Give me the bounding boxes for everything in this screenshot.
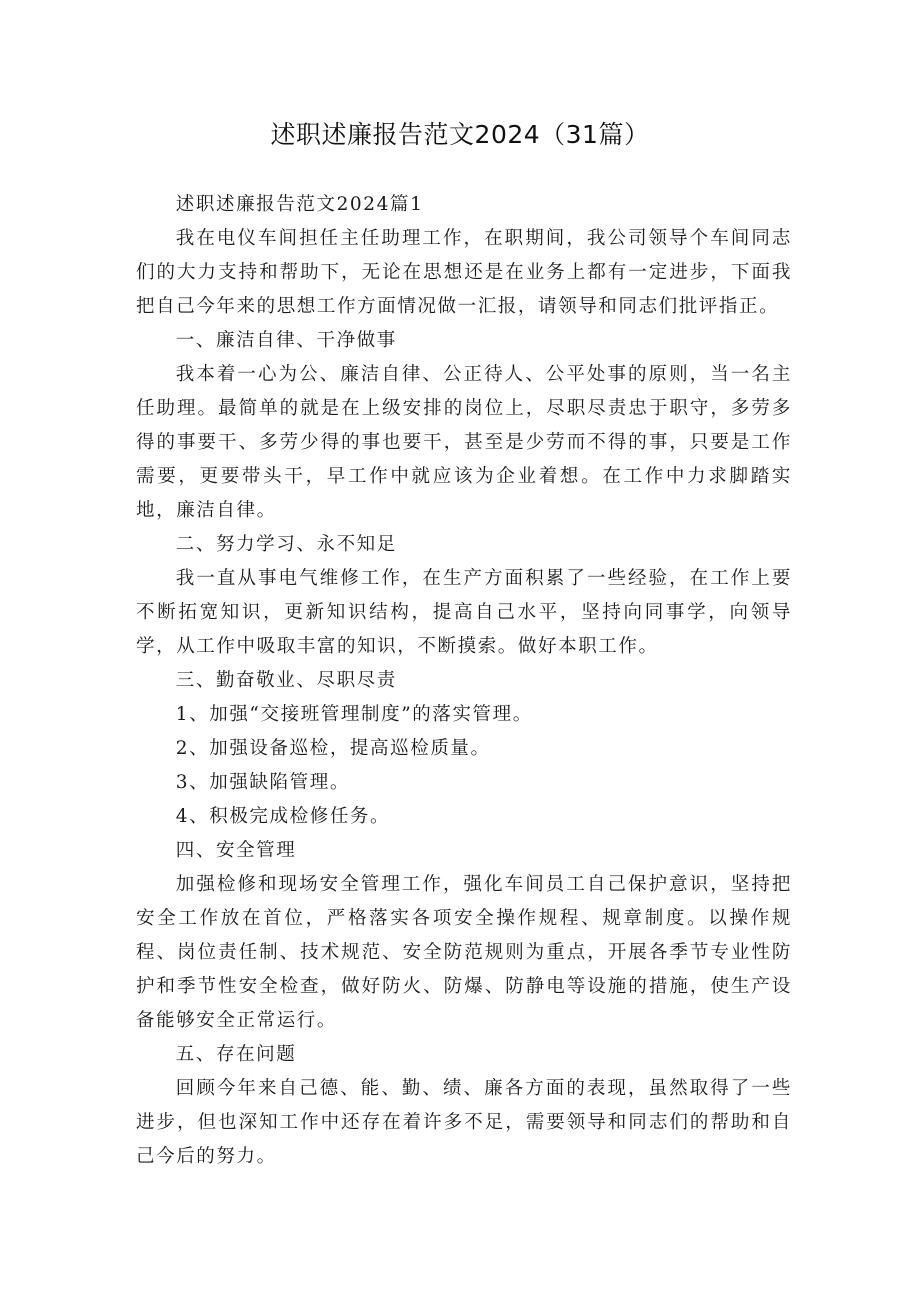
paragraph-safety: 加强检修和现场安全管理工作，强化车间员工自己保护意识，坚持把安全工作放在首位，严格落实各项安全操作规程、规章制度。以操作规程、岗位责任制、技术规范、安全防范规则为重点，开展各季节专业性防护和季节性安全检查，做好防火、防爆、防静电等设施的措施，使生产设备能够安全正常运行。 (136, 874, 792, 1031)
section-heading-study: 二、努力学习、永不知足 (175, 534, 397, 555)
section-heading-diligence: 三、勤奋敬业、尽职尽责 (175, 670, 397, 691)
paragraph-integrity: 我本着一心为公、廉洁自律、公正待人、公平处事的原则，当一名主任助理。最简单的就是在上级安排的岗位上，尽职尽责忠于职守，多劳多得的事要干、多劳少得的事也要干，甚至是少劳而不得的事，只要是工作需要，更要带头干，早工作中就应该为企业着想。在工作中力求脚踏实地，廉洁自律。 (136, 364, 792, 521)
section-heading-safety: 四、安全管理 (175, 840, 297, 861)
paragraph-problems: 回顾今年来自己德、能、勤、绩、廉各方面的表现，虽然取得了一些进步，但也深知工作中还存在着许多不足，需要领导和同志们的帮助和自己今后的努力。 (136, 1078, 792, 1167)
section-heading-integrity: 一、廉洁自律、干净做事 (175, 330, 397, 351)
document-body (136, 188, 792, 1174)
section-heading-article-1: 述职述廉报告范文2024篇1 (175, 194, 424, 215)
paragraph-study: 我一直从事电气维修工作，在生产方面积累了一些经验，在工作上要不断拓宽知识，更新知识结构，提高自己水平，坚持向同事学，向领导学，从工作中吸取丰富的知识，不断摸索。做好本职工作。 (136, 568, 792, 657)
list-item-2: 2、加强设备巡检，提高巡检质量。 (175, 738, 491, 759)
document-title: 述职述廉报告范文2024（31篇） (270, 120, 650, 149)
section-heading-problems: 五、存在问题 (175, 1044, 297, 1065)
list-item-3: 3、加强缺陷管理。 (175, 772, 350, 793)
list-item-1: 1、加强“交接班管理制度”的落实管理。 (175, 704, 533, 725)
list-item-4: 4、积极完成检修任务。 (175, 806, 391, 827)
paragraph-intro: 我在电仪车间担任主任助理工作，在职期间，我公司领导个车间同志们的大力支持和帮助下，无论在思想还是在业务上都有一定进步，下面我把自己今年来的思想工作方面情况做一汇报，请领导和同志们批评指正。 (136, 228, 792, 317)
